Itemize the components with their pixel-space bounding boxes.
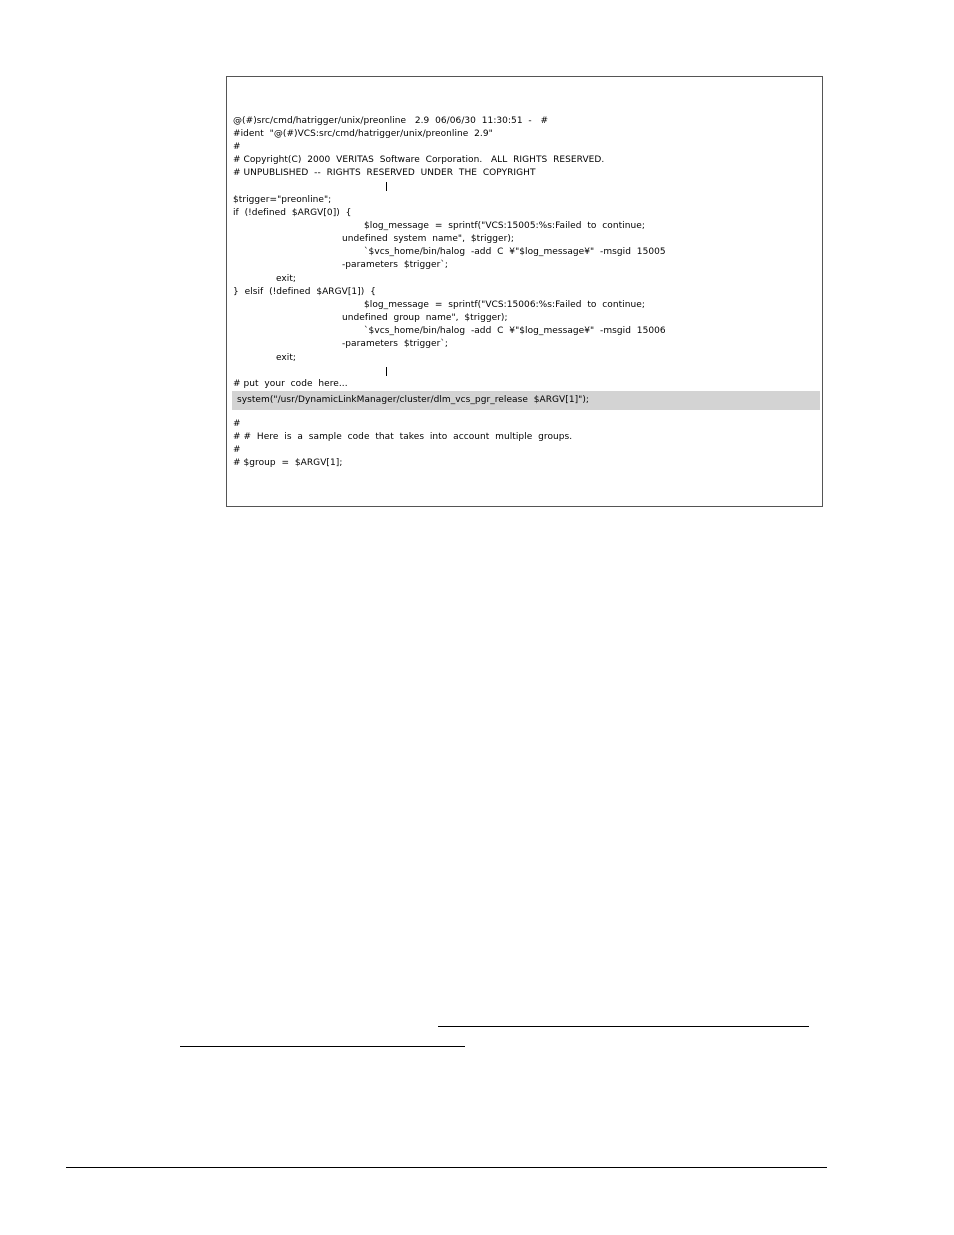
code-line: @(#)src/cmd/hatrigger/unix/preonline 2.9 06/06/30 11:30:51 - # — [233, 116, 549, 126]
code-line: $log_message = sprintf("VCS:15005:%s:Failed to continue; — [364, 221, 645, 231]
code-line: # — [233, 142, 241, 152]
hyperlink-underline[interactable] — [438, 1026, 809, 1027]
hyperlink-underline[interactable] — [180, 1046, 465, 1047]
code-line: -parameters $trigger`; — [342, 260, 448, 270]
code-line: # put your code here... — [233, 379, 348, 389]
code-line-highlighted: system("/usr/DynamicLinkManager/cluster/dlm_vcs_pgr_release $ARGV[1]"); — [237, 395, 589, 405]
code-line: # $group = $ARGV[1]; — [233, 458, 343, 468]
cursor-mark — [386, 182, 387, 191]
code-line: `$vcs_home/bin/halog -add C ¥"$log_message¥" -msgid 15006 — [364, 326, 666, 336]
cursor-mark — [386, 367, 387, 376]
code-line: # # Here is a sample code that takes into account multiple groups. — [233, 432, 573, 442]
code-line: undefined group name", $trigger); — [342, 313, 508, 323]
code-line: exit; — [276, 353, 297, 363]
code-line: if (!defined $ARGV[0]) { — [233, 208, 352, 218]
code-line: undefined system name", $trigger); — [342, 234, 515, 244]
code-line: $log_message = sprintf("VCS:15006:%s:Failed to continue; — [364, 300, 645, 310]
code-line: exit; — [276, 274, 297, 284]
code-line: -parameters $trigger`; — [342, 339, 448, 349]
code-line: # — [233, 419, 241, 429]
code-line: #ident "@(#)VCS:src/cmd/hatrigger/unix/preonline 2.9" — [233, 129, 493, 139]
code-listing-figure — [226, 76, 823, 507]
code-line: # — [233, 445, 241, 455]
code-line: # Copyright(C) 2000 VERITAS Software Corporation. ALL RIGHTS RESERVED. — [233, 155, 605, 165]
code-line: `$vcs_home/bin/halog -add C ¥"$log_message¥" -msgid 15005 — [364, 247, 666, 257]
code-line: } elsif (!defined $ARGV[1]) { — [233, 287, 376, 297]
footer-rule — [66, 1167, 827, 1168]
code-line: # UNPUBLISHED -- RIGHTS RESERVED UNDER THE COPYRIGHT — [233, 168, 536, 178]
code-line: $trigger="preonline"; — [233, 195, 332, 205]
